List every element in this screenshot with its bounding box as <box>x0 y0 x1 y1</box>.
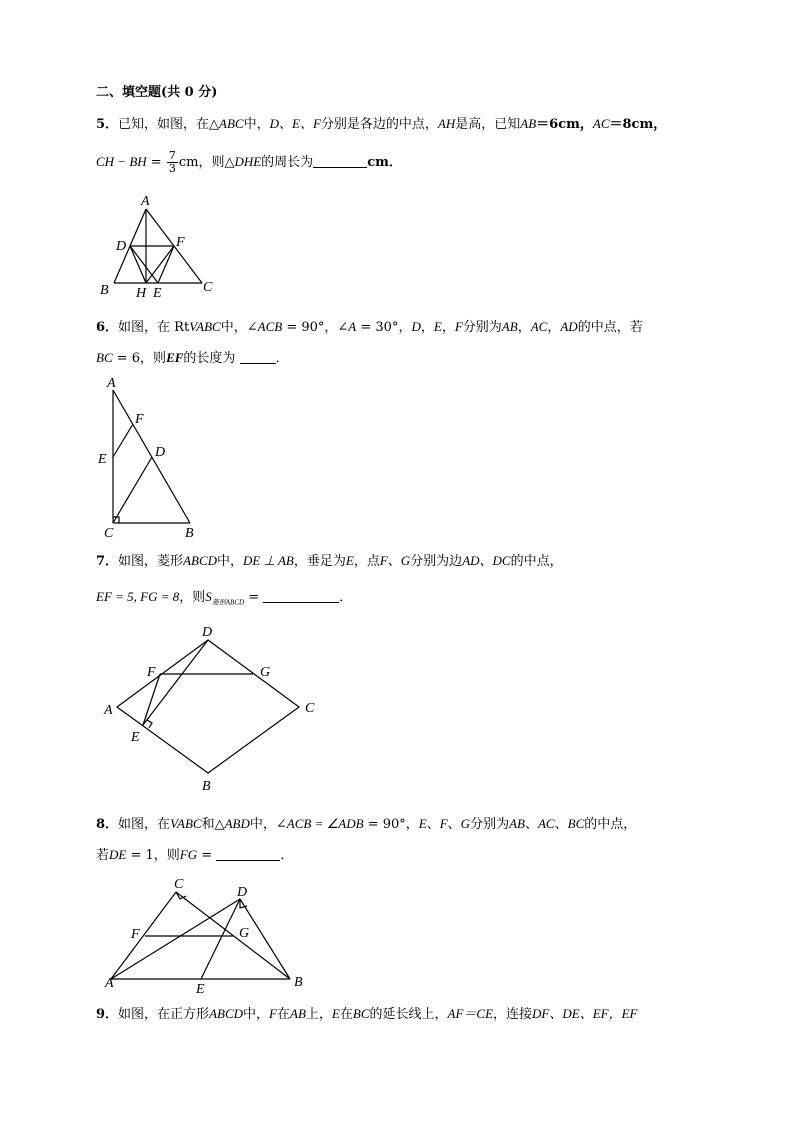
q5-fraction: $\frac{7}{3}$ <box>168 149 176 175</box>
q5-label-f: F <box>176 235 185 250</box>
q5-label-c: C <box>203 280 213 295</box>
q6-label-d: D <box>155 445 166 460</box>
q9-line-1: 9．如图，在正方形ABCD中，F在AB上，E在BC的延长线上，AF＝CE，连接DF、DE、EF，EF <box>96 1006 638 1022</box>
q8-line-2: 若DE = 1，则FG = ． <box>96 847 294 863</box>
q6-line-1: 6．如图，在 RtVABC中，∠ACB = 90°，∠A = 30°，D，E，F分别为AB，AC，AD的中点，若 <box>96 319 643 335</box>
q6-line-2: BC = 6，则EF的长度为 ． <box>96 350 289 366</box>
q6-label-f: F <box>135 412 144 427</box>
q7-label-b: B <box>202 779 211 794</box>
q8-label-e: E <box>196 982 205 997</box>
q7-label-d: D <box>202 625 213 640</box>
q5-label-h: H <box>136 286 147 301</box>
q8-label-c: C <box>174 877 184 892</box>
q6-number: 6． <box>96 320 119 335</box>
q6-label-e: E <box>98 452 107 467</box>
q5-label-a: A <box>141 194 150 209</box>
q8-label-a: A <box>105 976 114 991</box>
q6-label-c: C <box>104 526 114 541</box>
q8-line-1: 8．如图，在VABC和△ABD中，∠ACB = ∠ADB = 90°，E、F、G分别为AB、AC、BC的中点， <box>96 816 637 832</box>
q7-label-e: E <box>131 730 140 745</box>
q5-line-1: 5．已知，如图，在△ABC中，D、E、F分别是各边的中点，AH是高，已知AB＝6cm，AC＝8cm， <box>96 116 667 132</box>
q5-label-b: B <box>100 283 109 298</box>
q7-line-1: 7．如图，菱形ABCD中，DE ⊥ AB，垂足为E，点F、G分别为边AD、DC的中点， <box>96 553 563 569</box>
q8-label-g: G <box>239 926 250 941</box>
q7-label-f: F <box>147 665 156 680</box>
q5-label-d: D <box>116 239 127 254</box>
q5-number: 5． <box>96 117 119 132</box>
q7-label-g: G <box>260 665 271 680</box>
q7-label-a: A <box>104 703 113 718</box>
q5-line-2: CH − BH = $\frac{7}{3}$ cm，则△DHE的周长为 cm． <box>96 149 402 175</box>
q5-label-e: E <box>153 286 162 301</box>
q8-number: 8． <box>96 817 119 832</box>
q7-line-2: EF = 5, FG = 8，则$S_{菱形ABCD}$ = ． <box>96 589 353 607</box>
q6-label-a: A <box>107 376 116 391</box>
q8-label-f: F <box>131 927 140 942</box>
section-title: 二、填空题(共 0 分) <box>96 85 218 100</box>
q6-label-b: B <box>185 526 194 541</box>
q8-label-b: B <box>294 975 303 990</box>
q7-label-c: C <box>305 701 315 716</box>
q8-label-d: D <box>237 885 248 900</box>
q9-number: 9． <box>96 1007 119 1022</box>
q7-number: 7． <box>96 554 119 569</box>
